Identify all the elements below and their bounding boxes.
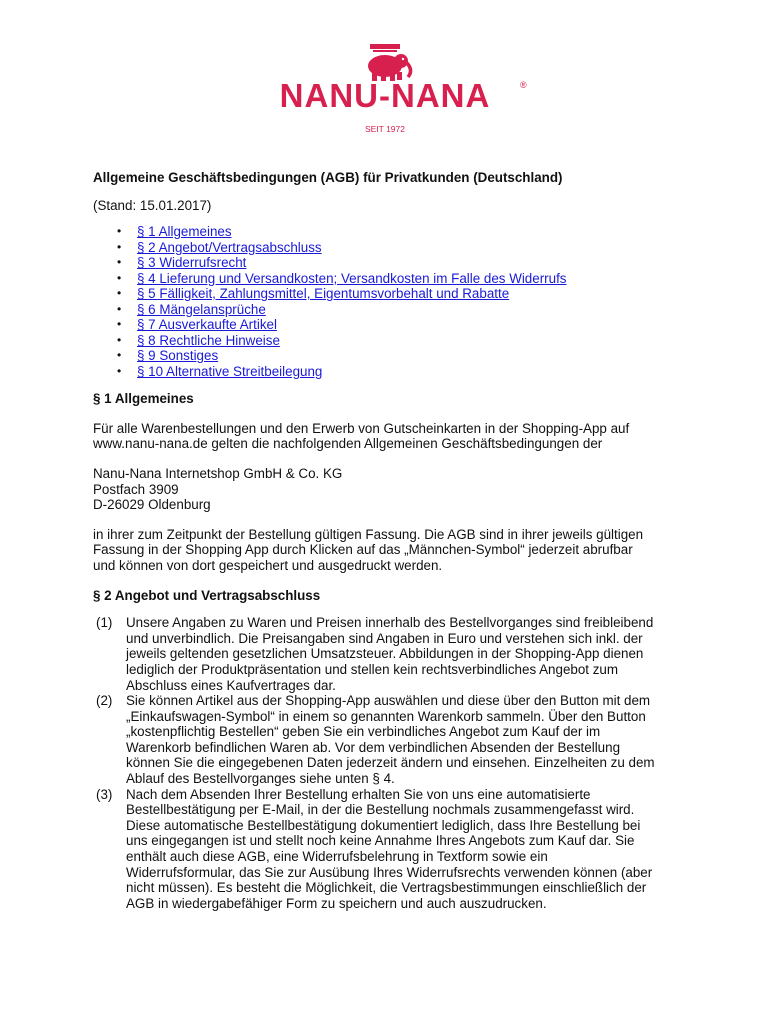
toc-item — [117, 364, 693, 380]
list-item-line: Warenkorb befindlichen Waren ab. Vor dem verbindlichen Absenden der Bestellung — [126, 739, 621, 755]
list-item-line: uns eingegangen ist und stellt noch keine Annahme Ihres Angebots zum Kauf dar. Sie — [126, 833, 635, 849]
list-item — [96, 615, 693, 693]
list-item-line: „kostenpflichtig Bestellen“ geben Sie ein verbindliches Angebot zum Kauf der im — [126, 724, 601, 740]
toc-link-2[interactable]: § 2 Angebot/Vertragsabschluss — [137, 239, 322, 255]
toc-link-3[interactable]: § 3 Widerrufsrecht — [137, 255, 247, 271]
section-1-intro-line: www.nanu-nana.de gelten die nachfolgenden Allgemeinen Geschäftsbedingungen der — [93, 436, 603, 452]
toc-item — [117, 224, 693, 240]
document-title: Allgemeine Geschäftsbedingungen (AGB) für Privatkunden (Deutschland) — [93, 170, 563, 185]
logo-tagline: SEIT 1972 — [364, 124, 406, 134]
nanu-nana-logo-icon — [230, 40, 540, 140]
list-item-line: Nach dem Absenden Ihrer Bestellung erhalten Sie von uns eine automatisierte — [126, 786, 591, 802]
brand-logo — [0, 40, 770, 140]
list-item-number: (3) — [96, 786, 113, 802]
toc-link-9[interactable]: § 9 Sonstiges — [137, 348, 219, 364]
list-item-line: Abschluss eines Kaufvertrages dar. — [126, 677, 336, 693]
address-postbox: Postfach 3909 — [93, 481, 179, 497]
list-item-line: Sie können Artikel aus der Shopping-App auswählen und diese über den Button mit dem — [126, 693, 651, 709]
section-2-heading: § 2 Angebot und Vertragsabschluss — [93, 587, 321, 603]
toc-link-7[interactable]: § 7 Ausverkaufte Artikel — [137, 317, 277, 333]
toc-item — [117, 271, 693, 287]
list-item-line: nicht müssen). Es besteht die Möglichkeit, die Vertragsbestimmungen einschließlich der — [126, 880, 647, 896]
list-item — [96, 693, 693, 787]
section-1-heading: § 1 Allgemeines — [93, 391, 194, 407]
list-item-line: Unsere Angaben zu Waren und Preisen innerhalb des Bestellvorganges sind freibleibend — [126, 615, 654, 631]
toc-link-4[interactable]: § 4 Lieferung und Versandkosten; Versandkosten im Falle des Widerrufs — [137, 270, 567, 286]
section-1-outro-line: in ihrer zum Zeitpunkt der Bestellung gültigen Fassung. Die AGB sind in ihrer jeweils gültigen — [93, 526, 644, 542]
toc-item — [117, 255, 693, 271]
list-item-line: enthält auch diese AGB, eine Widerrufsbelehrung in Textform sowie ein — [126, 849, 548, 865]
list-item-line: lediglich der Produktpräsentation und stellen kein rechtsverbindliches Angebot zum — [126, 661, 619, 677]
list-item-number: (2) — [96, 693, 113, 709]
section-1-outro-line: Fassung in der Shopping App durch Klicken auf das „Männchen-Symbol“ jederzeit abrufbar — [93, 542, 633, 558]
list-item-line: Bestellbestätigung per E-Mail, in der die Bestellung nochmals zusammengefasst wird. — [126, 802, 635, 818]
toc-link-5[interactable]: § 5 Fälligkeit, Zahlungsmittel, Eigentumsvorbehalt und Rabatte — [137, 286, 510, 302]
toc-item — [117, 286, 693, 302]
list-item-line: AGB in wiedergabefähiger Form zu speichern und auch auszudrucken. — [126, 895, 547, 911]
stand-date: (Stand: 15.01.2017) — [93, 197, 212, 213]
section-1-intro-line: Für alle Warenbestellungen und den Erwerb von Gutscheinkarten in der Shopping-App auf — [93, 420, 630, 436]
table-of-contents — [93, 224, 693, 379]
toc-item — [117, 240, 693, 256]
toc-item — [117, 348, 693, 364]
list-item-line: können Sie die eingegebenen Daten jederzeit ändern und einsehen. Einzelheiten zu dem — [126, 755, 655, 771]
section-2-list — [93, 615, 693, 911]
address-company: Nanu-Nana Internetshop GmbH & Co. KG — [93, 465, 343, 481]
logo-wordmark: NANU-NANA — [279, 77, 491, 114]
list-item-line: „Einkaufswagen-Symbol“ in einem so genannten Warenkorb sammeln. Über den Button — [126, 708, 646, 724]
list-item-number: (1) — [96, 615, 113, 631]
list-item-line: und unverbindlich. Die Preisangaben sind Angaben in Euro und verstehen sich inkl. der — [126, 630, 643, 646]
list-item-line: Widerrufsformular, das Sie zur Ausübung Ihres Widerrufsrechts verwenden können (aber — [126, 864, 653, 880]
document-body — [93, 170, 693, 911]
toc-link-1[interactable]: § 1 Allgemeines — [137, 224, 232, 240]
registered-mark: ® — [520, 80, 527, 90]
elephant-icon — [368, 44, 411, 81]
toc-link-8[interactable]: § 8 Rechtliche Hinweise — [137, 332, 280, 348]
toc-item — [117, 317, 693, 333]
list-item-line: Diese automatische Bestellbestätigung dokumentiert lediglich, dass Ihre Bestellung bei — [126, 817, 641, 833]
address-city: D-26029 Oldenburg — [93, 497, 211, 513]
toc-link-6[interactable]: § 6 Mängelansprüche — [137, 301, 266, 317]
toc-link-10[interactable]: § 10 Alternative Streitbeilegung — [137, 363, 323, 379]
list-item-line: jeweils geltenden gesetzlichen Umsatzsteuer. Abbildungen in der Shopping-App dienen — [126, 646, 644, 662]
section-1-outro-line: und können von dort gespeichert und ausgedruckt werden. — [93, 557, 443, 573]
toc-item — [117, 333, 693, 349]
list-item — [96, 787, 693, 912]
toc-item — [117, 302, 693, 318]
list-item-line: Ablauf des Bestellvorganges siehe unten § 4. — [126, 771, 395, 787]
